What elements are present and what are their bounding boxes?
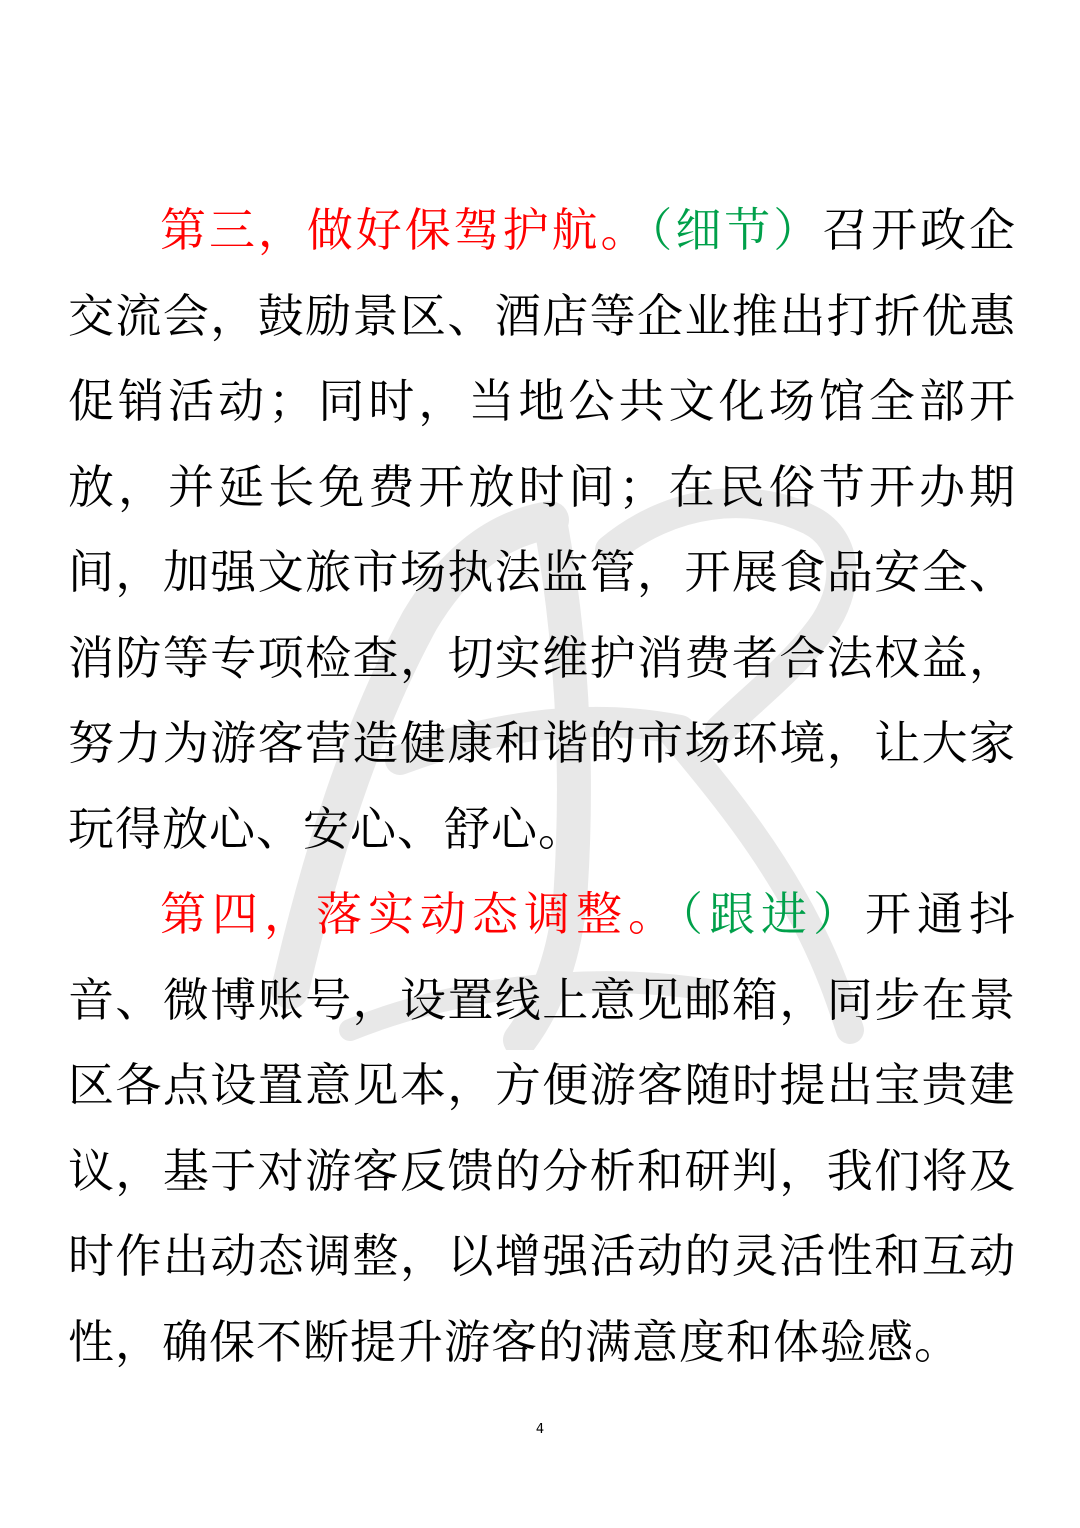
paragraph-lead: 第四，落实动态调整。	[160, 887, 680, 941]
paragraph-tag: （跟进）	[680, 887, 865, 941]
paragraph-lead: 第三，做好保驾护航。	[160, 203, 650, 257]
paragraph-fourth	[68, 872, 1016, 1385]
document-body	[68, 188, 1016, 1385]
page-number: 4	[535, 1422, 545, 1437]
paragraph-body: 召开政企交流会，鼓励景区、酒店等企业推出打折优惠促销活动；同时，当地公共文化场馆全部开放，并延长免费开放时间；在民俗节开办期间，加强文旅市场执法监管，开展食品安全、消防等专项检查，切实维护消费者合法权益，努力为游客营造健康和谐的市场环境，让大家玩得放心、安心、舒心。	[68, 203, 1017, 856]
paragraph-tag: （细节）	[649, 203, 823, 257]
paragraph-third	[68, 188, 1016, 872]
paragraph-body: 开通抖音、微博账号，设置线上意见邮箱，同步在景区各点设置意见本，方便游客随时提出宝贵建议，基于对游客反馈的分析和研判，我们将及时作出动态调整，以增强活动的灵活性和互动性，确保不断提升游客的满意度和体验感。	[68, 887, 1016, 1369]
